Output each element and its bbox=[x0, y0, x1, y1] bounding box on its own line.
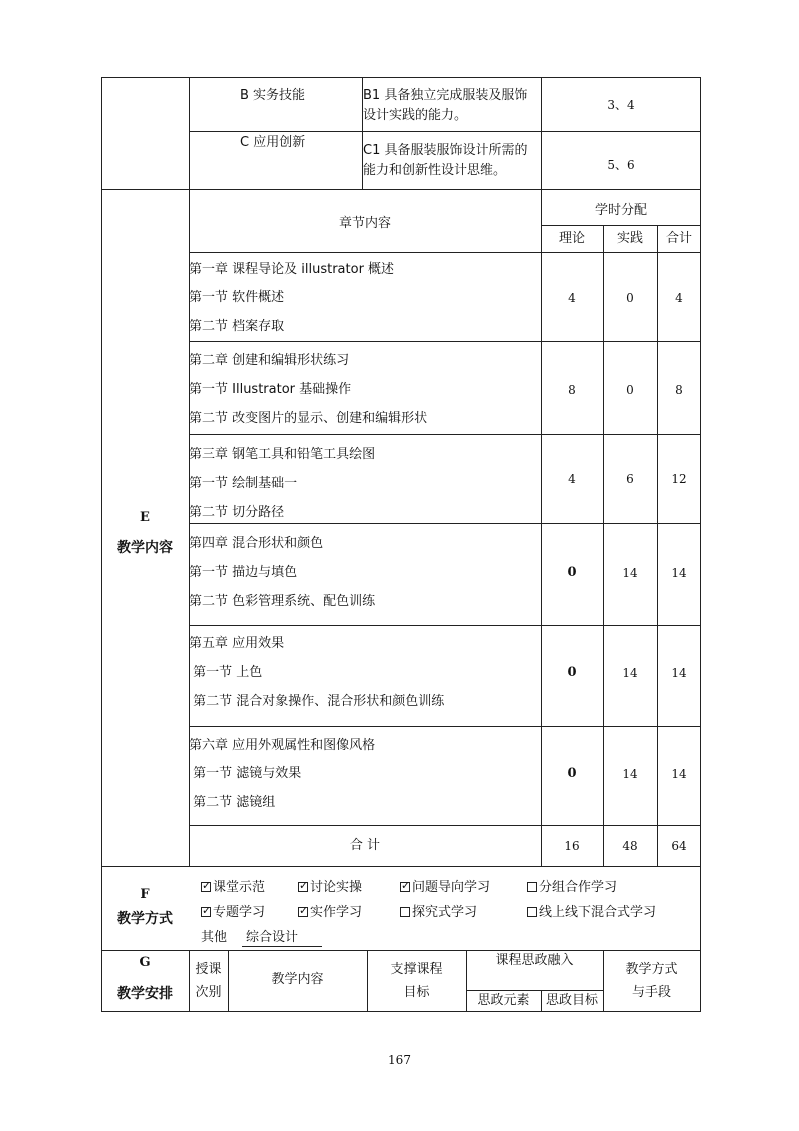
theory-hours: 4 bbox=[568, 291, 576, 305]
total-label: 合 计 bbox=[349, 838, 381, 853]
checkbox-empty-icon[interactable] bbox=[527, 882, 537, 892]
section-line: 第一节 上色 bbox=[189, 665, 263, 680]
method-option[interactable] bbox=[527, 880, 617, 896]
section-letter: F bbox=[140, 887, 150, 902]
objective-ref: 3、4 bbox=[607, 98, 635, 112]
hours-header: 学时分配 bbox=[594, 203, 647, 218]
method-option[interactable] bbox=[298, 880, 362, 896]
chapter-title: 第四章 混合形状和颜色 bbox=[189, 536, 324, 551]
section-line: 第二节 改变图片的显示、创建和编辑形状 bbox=[189, 411, 428, 426]
content-header: 教学内容 bbox=[271, 972, 324, 987]
support-header: 支撑课程 bbox=[390, 962, 443, 977]
checkbox-checked-icon[interactable] bbox=[201, 907, 211, 917]
objective-desc: 能力和创新性设计思维。 bbox=[363, 163, 507, 178]
section-line: 第一节 描边与填色 bbox=[189, 565, 298, 580]
session-header: 授课 bbox=[195, 962, 222, 977]
practice-hours: 14 bbox=[622, 566, 638, 580]
method-option[interactable] bbox=[201, 905, 265, 921]
grand-total: 64 bbox=[671, 839, 687, 853]
method-label: 课堂示范 bbox=[213, 880, 266, 895]
ideology-goals-header: 思政目标 bbox=[545, 993, 598, 1008]
checkbox-empty-icon[interactable] bbox=[527, 907, 537, 917]
method-header: 教学方式 bbox=[625, 962, 678, 977]
total-hours: 14 bbox=[671, 767, 687, 781]
theory-hours: 0 bbox=[567, 766, 577, 781]
theory-header: 理论 bbox=[558, 231, 585, 246]
objective-desc: B1 具备独立完成服装及服饰 bbox=[363, 88, 528, 103]
practice-hours: 0 bbox=[626, 291, 634, 305]
chapter-title: 第六章 应用外观属性和图像风格 bbox=[189, 738, 376, 753]
section-line: 第二节 档案存取 bbox=[189, 319, 285, 334]
method-option[interactable] bbox=[527, 905, 656, 921]
method-option[interactable] bbox=[201, 880, 265, 896]
method-header: 与手段 bbox=[631, 985, 671, 1000]
method-label: 专题学习 bbox=[213, 905, 266, 920]
section-line: 第二节 混合对象操作、混合形状和颜色训练 bbox=[189, 694, 445, 709]
chapter-content-header: 章节内容 bbox=[338, 216, 391, 231]
section-line: 第一节 Illustrator 基础操作 bbox=[189, 382, 352, 397]
chapter-title: 第五章 应用效果 bbox=[189, 636, 285, 651]
total-hours: 8 bbox=[675, 383, 683, 397]
checkbox-checked-icon[interactable] bbox=[201, 882, 211, 892]
objective-category: B 实务技能 bbox=[240, 88, 306, 103]
practice-total: 48 bbox=[622, 839, 638, 853]
checkbox-checked-icon[interactable] bbox=[400, 882, 410, 892]
section-line: 第一节 滤镜与效果 bbox=[189, 766, 302, 781]
checkbox-checked-icon[interactable] bbox=[298, 882, 308, 892]
section-line: 第二节 滤镜组 bbox=[189, 795, 276, 810]
theory-hours: 0 bbox=[567, 665, 577, 680]
section-line: 第二节 色彩管理系统、配色训练 bbox=[189, 594, 376, 609]
theory-hours: 4 bbox=[568, 472, 576, 486]
practice-hours: 14 bbox=[622, 767, 638, 781]
other-value[interactable]: 综合设计 bbox=[246, 930, 299, 945]
chapter-title: 第二章 创建和编辑形状练习 bbox=[189, 353, 350, 368]
objective-desc: C1 具备服装服饰设计所需的 bbox=[363, 143, 528, 158]
practice-header: 实践 bbox=[616, 231, 643, 246]
ideology-elements-header: 思政元素 bbox=[477, 993, 530, 1008]
chapter-title: 第三章 钢笔工具和铅笔工具绘图 bbox=[189, 447, 376, 462]
practice-hours: 14 bbox=[622, 666, 638, 680]
theory-hours: 8 bbox=[568, 383, 576, 397]
section-title: 教学方式 bbox=[117, 911, 173, 927]
ideology-header: 课程思政融入 bbox=[495, 953, 574, 968]
section-letter: E bbox=[140, 510, 150, 525]
theory-hours: 0 bbox=[567, 565, 577, 580]
method-option[interactable] bbox=[298, 905, 362, 921]
method-label: 实作学习 bbox=[310, 905, 363, 920]
session-header: 次别 bbox=[195, 985, 222, 1000]
section-line: 第一节 绘制基础一 bbox=[189, 476, 298, 491]
total-hours: 4 bbox=[675, 291, 683, 305]
objective-desc: 设计实践的能力。 bbox=[363, 108, 468, 123]
method-option[interactable] bbox=[400, 905, 477, 921]
method-label: 线上线下混合式学习 bbox=[539, 905, 657, 920]
section-line: 第一节 软件概述 bbox=[189, 290, 285, 305]
page-number: 167 bbox=[388, 1053, 411, 1067]
section-title: 教学安排 bbox=[117, 986, 173, 1002]
objective-category: C 应用创新 bbox=[240, 135, 306, 150]
total-hours: 12 bbox=[671, 472, 687, 486]
other-underline bbox=[242, 946, 322, 947]
method-option[interactable] bbox=[400, 880, 490, 896]
section-line: 第二节 切分路径 bbox=[189, 505, 285, 520]
method-label: 探究式学习 bbox=[412, 905, 478, 920]
method-label: 问题导向学习 bbox=[412, 880, 491, 895]
theory-total: 16 bbox=[564, 839, 580, 853]
other-label: 其他 bbox=[201, 930, 228, 945]
objective-ref: 5、6 bbox=[607, 158, 635, 172]
checkbox-empty-icon[interactable] bbox=[400, 907, 410, 917]
chapter-title: 第一章 课程导论及 illustrator 概述 bbox=[189, 262, 395, 277]
section-title: 教学内容 bbox=[117, 540, 173, 556]
section-letter: G bbox=[139, 955, 151, 970]
method-label: 分组合作学习 bbox=[539, 880, 618, 895]
practice-hours: 6 bbox=[626, 472, 634, 486]
total-header: 合计 bbox=[665, 231, 692, 246]
support-header: 目标 bbox=[403, 985, 430, 1000]
total-hours: 14 bbox=[671, 566, 687, 580]
method-label: 讨论实操 bbox=[310, 880, 363, 895]
practice-hours: 0 bbox=[626, 383, 634, 397]
checkbox-checked-icon[interactable] bbox=[298, 907, 308, 917]
total-hours: 14 bbox=[671, 666, 687, 680]
